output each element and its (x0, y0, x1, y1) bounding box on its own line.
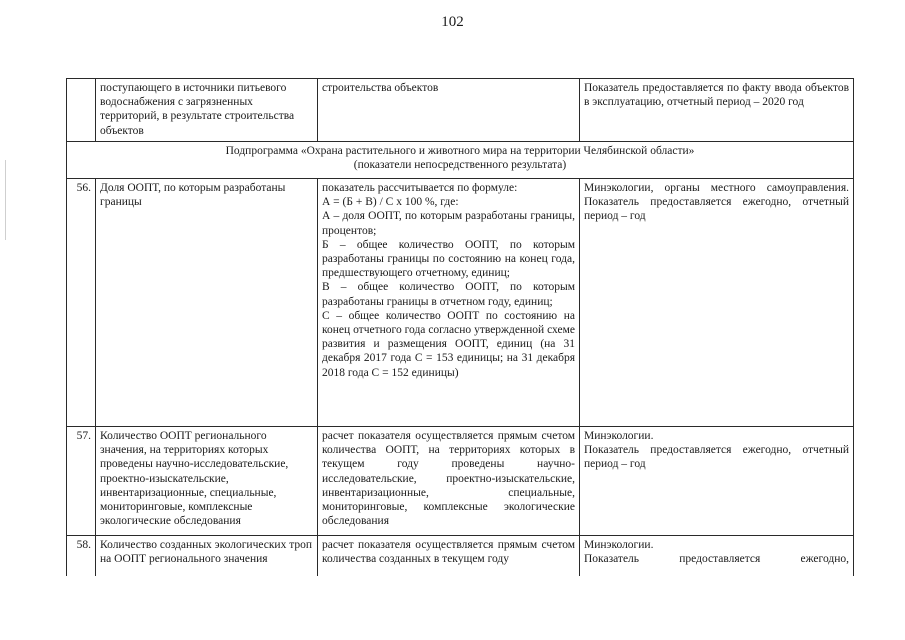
formula: А = (Б + В) / С х 100 %, где: (322, 196, 459, 209)
indicators-table (66, 78, 854, 576)
source-period: Показатель предоставляется ежегодно, отчетный период – год (584, 444, 849, 471)
table-row (67, 536, 854, 577)
table-row (67, 79, 854, 142)
source-cell (580, 427, 854, 536)
table-row (67, 427, 854, 536)
source-period: Показатель предоставляется ежегодно, (584, 553, 849, 566)
row-number-cell: 58. (67, 536, 96, 577)
formula-term-v: В – общее количество ООПТ, по которым разработаны границы в отчетном году, единиц; (322, 281, 575, 308)
row-number-cell: 57. (67, 427, 96, 536)
formula-intro: показатель рассчитывается по формуле: (322, 182, 518, 194)
indicator-name-cell: Количество созданных экологических троп на ООПТ регионального значения (96, 536, 318, 577)
source-cell: Минэкологии, органы местного самоуправления. Показатель предоставляется ежегодно, отчетный период – год (580, 179, 854, 427)
subprogram-subtitle: (показатели непосредственного результата) (353, 159, 567, 172)
source-cell (580, 536, 854, 577)
indicator-name-cell: Количество ООПТ регионального значения, на территориях которых проведены научно-исследовательские, проектно-изыскательские, инвентаризационные, специальные, мониторинговые, комплексные экологические обследования (96, 427, 318, 536)
row-number-cell: 56. (67, 179, 96, 427)
formula-term-c: С – общее количество ООПТ по состоянию на конец отчетного года согласно утвержденной схеме развития и размещения ООПТ, единиц (на 31 декабря 2017 года С = 153 единицы; на 31 декабря 2018 года С = 152 единицы) (322, 309, 575, 379)
page-number: 102 (441, 14, 464, 30)
subprogram-row (67, 142, 854, 179)
method-cell: расчет показателя осуществляется прямым счетом количества ООПТ, на территориях которых в текущем году проведены научно-исследовательские, проектно-изыскательские, инвентаризационные, специальные, мониторинговые, комплексные экологические обследования (318, 427, 580, 536)
method-cell (318, 179, 580, 427)
table-row (67, 179, 854, 427)
margin-mark (5, 160, 6, 240)
row-number-cell (67, 79, 96, 142)
source-authority: Минэкологии. (584, 539, 654, 551)
method-cell: расчет показателя осуществляется прямым счетом количества созданных в текущем году (318, 536, 580, 577)
subprogram-heading (67, 142, 854, 179)
indicator-name-cell: Доля ООПТ, по которым разработаны границы (96, 179, 318, 427)
method-cell: строительства объектов (318, 79, 580, 142)
subprogram-title: Подпрограмма «Охрана растительного и животного мира на территории Челябинской области» (225, 145, 695, 157)
source-cell: Показатель предоставляется по факту ввода объектов в эксплуатацию, отчетный период – 2020 год (580, 79, 854, 142)
formula-term-b: Б – общее количество ООПТ, по которым разработаны границы по состоянию на конец года, предшествующего отчетному, единиц; (322, 238, 575, 280)
source-authority: Минэкологии. (584, 430, 654, 442)
indicator-name-cell: поступающего в источники питьевого водоснабжения с загрязненных территорий, в результате строительства объектов (96, 79, 318, 142)
formula-term-a: А – доля ООПТ, по которым разработаны границы, процентов; (322, 210, 575, 237)
